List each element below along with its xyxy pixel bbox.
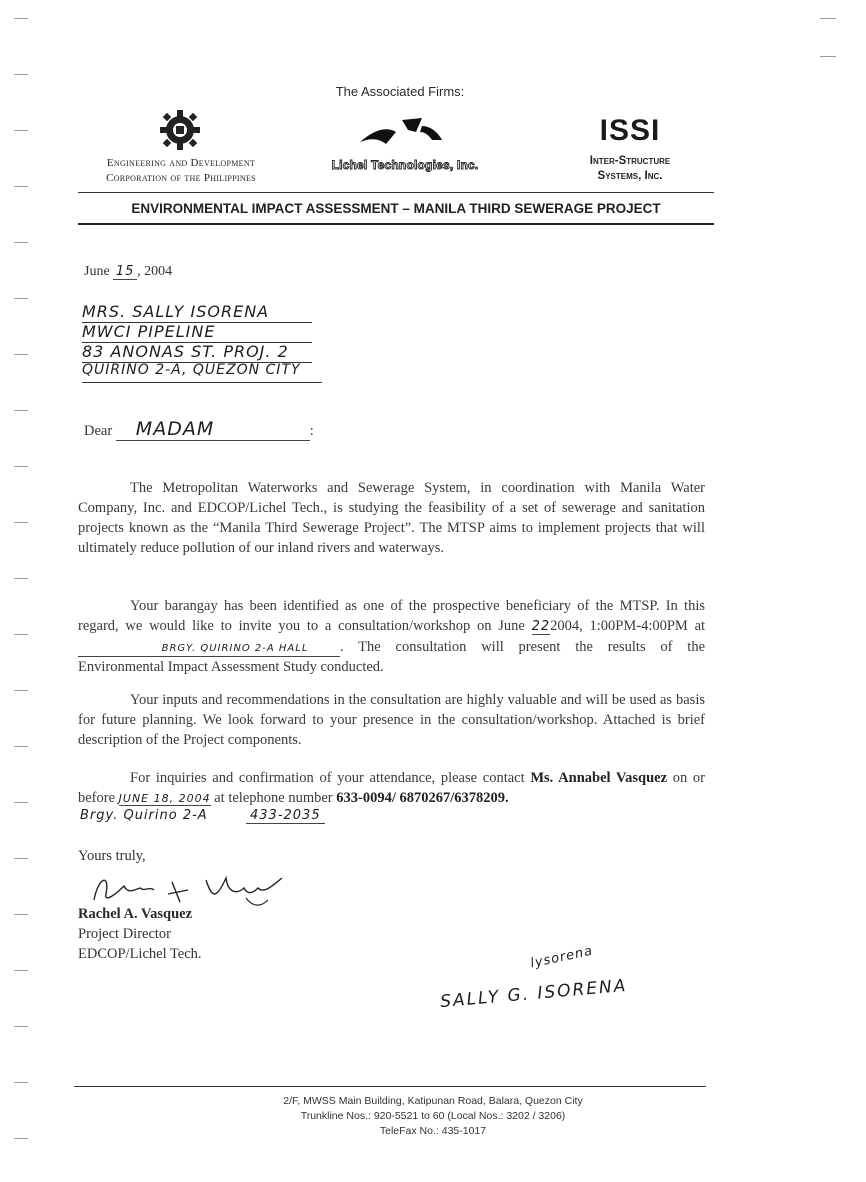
footer-trunkline: Trunkline Nos.: 920-5521 to 60 (Local Nos.: 3202 / 3206) xyxy=(300,1110,566,1122)
date-day: 15 xyxy=(113,264,137,280)
address-line-2: MWCI PIPELINE xyxy=(82,322,312,343)
date-year: , 2004 xyxy=(137,264,173,279)
gear-emblem-icon xyxy=(152,104,208,156)
contact-person: Ms. Annabel Vasquez xyxy=(530,770,668,786)
workshop-day: 22 xyxy=(531,619,551,634)
issi-name-line2: Systems, Inc. xyxy=(597,170,663,182)
salutation-name: MADAM xyxy=(116,418,310,441)
handwritten-note-barangay: Brgy. Quirino 2-A xyxy=(80,808,208,823)
issi-logo: ISSI xyxy=(599,114,661,147)
signer-name: Rachel A. Vasquez xyxy=(78,906,193,922)
address-line-3: 83 ANONAS ST. PROJ. 2 xyxy=(82,342,312,363)
issi-name-line1: Inter-Structure xyxy=(589,155,671,167)
lichel-logo xyxy=(356,112,444,152)
footer-address: 2/F, MWSS Main Building, Katipunan Road, Balara, Quezon City xyxy=(283,1095,583,1107)
paragraph-3: Your inputs and recommendations in the consultation are highly valuable and will be used as basis for future planning. We look forward to your presence in the consultation/workshop. Attached is brief description of the Project components. xyxy=(78,692,705,748)
closing: Yours truly, xyxy=(78,848,146,864)
salutation-colon: : xyxy=(309,423,314,439)
paragraph-4-text-c: at telephone number xyxy=(214,790,333,806)
paragraph-2-year: 2004, xyxy=(550,618,583,634)
project-title: ENVIRONMENTAL IMPACT ASSESSMENT – MANILA THIRD SEWERAGE PROJECT xyxy=(131,201,661,216)
signer-title: Project Director xyxy=(78,926,172,942)
workshop-time: 1:00PM-4:00PM xyxy=(589,618,688,634)
issi-name xyxy=(560,154,700,184)
right-margin-mark xyxy=(820,56,836,57)
date-month: June xyxy=(84,264,110,279)
recipient-signature: SALLY G. ISORENA xyxy=(439,975,629,1013)
edcop-name-line2: Corporation of the Philippines xyxy=(106,172,256,184)
letter-date xyxy=(84,264,172,280)
recipient-signature-scrawl: lysorena xyxy=(529,943,595,972)
workshop-venue: BRGY. QUIRINO 2-A HALL xyxy=(78,642,340,657)
paragraph-1: The Metropolitan Waterworks and Sewerage System, in coordination with Manila Water Company, Inc. and EDCOP/Lichel Tech., is studying the feasibility of a set of sewerage and sanitation projects known as the “Manila Third Sewerage Project”. The MTSP aims to implement projects that will ultimately reduce pollution of our inland rivers and waterways. xyxy=(78,480,705,556)
paragraph-2 xyxy=(78,596,705,677)
contact-phones: 633-0094/ 6870267/6378209. xyxy=(336,790,509,806)
address-line-4: QUIRINO 2-A, QUEZON CITY xyxy=(82,362,322,383)
handwritten-note-phone: 433-2035 xyxy=(246,808,325,824)
title-rule-bottom xyxy=(78,223,714,225)
title-rule-top xyxy=(78,192,714,193)
paragraph-2-text-a: Your barangay has been identified as one of the prospective beneficiary of the MTSP. In this regard, we would like to invite you to a consultation/workshop on June xyxy=(78,598,705,634)
rsvp-deadline: JUNE 18, 2004 xyxy=(118,792,211,805)
paragraph-4 xyxy=(78,768,705,809)
lichel-name: Lichel Technologies, Inc. xyxy=(331,158,479,172)
paragraph-2-at: at xyxy=(694,618,706,634)
paragraph-4-text-b: on or before xyxy=(78,770,706,806)
right-margin-mark xyxy=(820,18,836,19)
paragraph-2-text-c: . The consultation will present the results of the Environmental Impact Assessment Study conducted. xyxy=(78,639,705,675)
edcop-name xyxy=(70,156,292,186)
address-line-1: MRS. SALLY ISORENA xyxy=(82,302,312,323)
associated-firms-label: The Associated Firms: xyxy=(335,84,465,99)
salutation-dear: Dear xyxy=(84,423,113,439)
edcop-name-line1: Engineering and Development xyxy=(106,157,256,169)
signer-org: EDCOP/Lichel Tech. xyxy=(78,946,202,962)
footer-rule xyxy=(74,1086,706,1087)
binder-margin xyxy=(0,0,40,1182)
paragraph-4-text-a: For inquiries and confirmation of your attendance, please contact xyxy=(130,770,525,786)
salutation xyxy=(84,418,314,441)
footer-telefax: TeleFax No.: 435-1017 xyxy=(379,1125,487,1137)
